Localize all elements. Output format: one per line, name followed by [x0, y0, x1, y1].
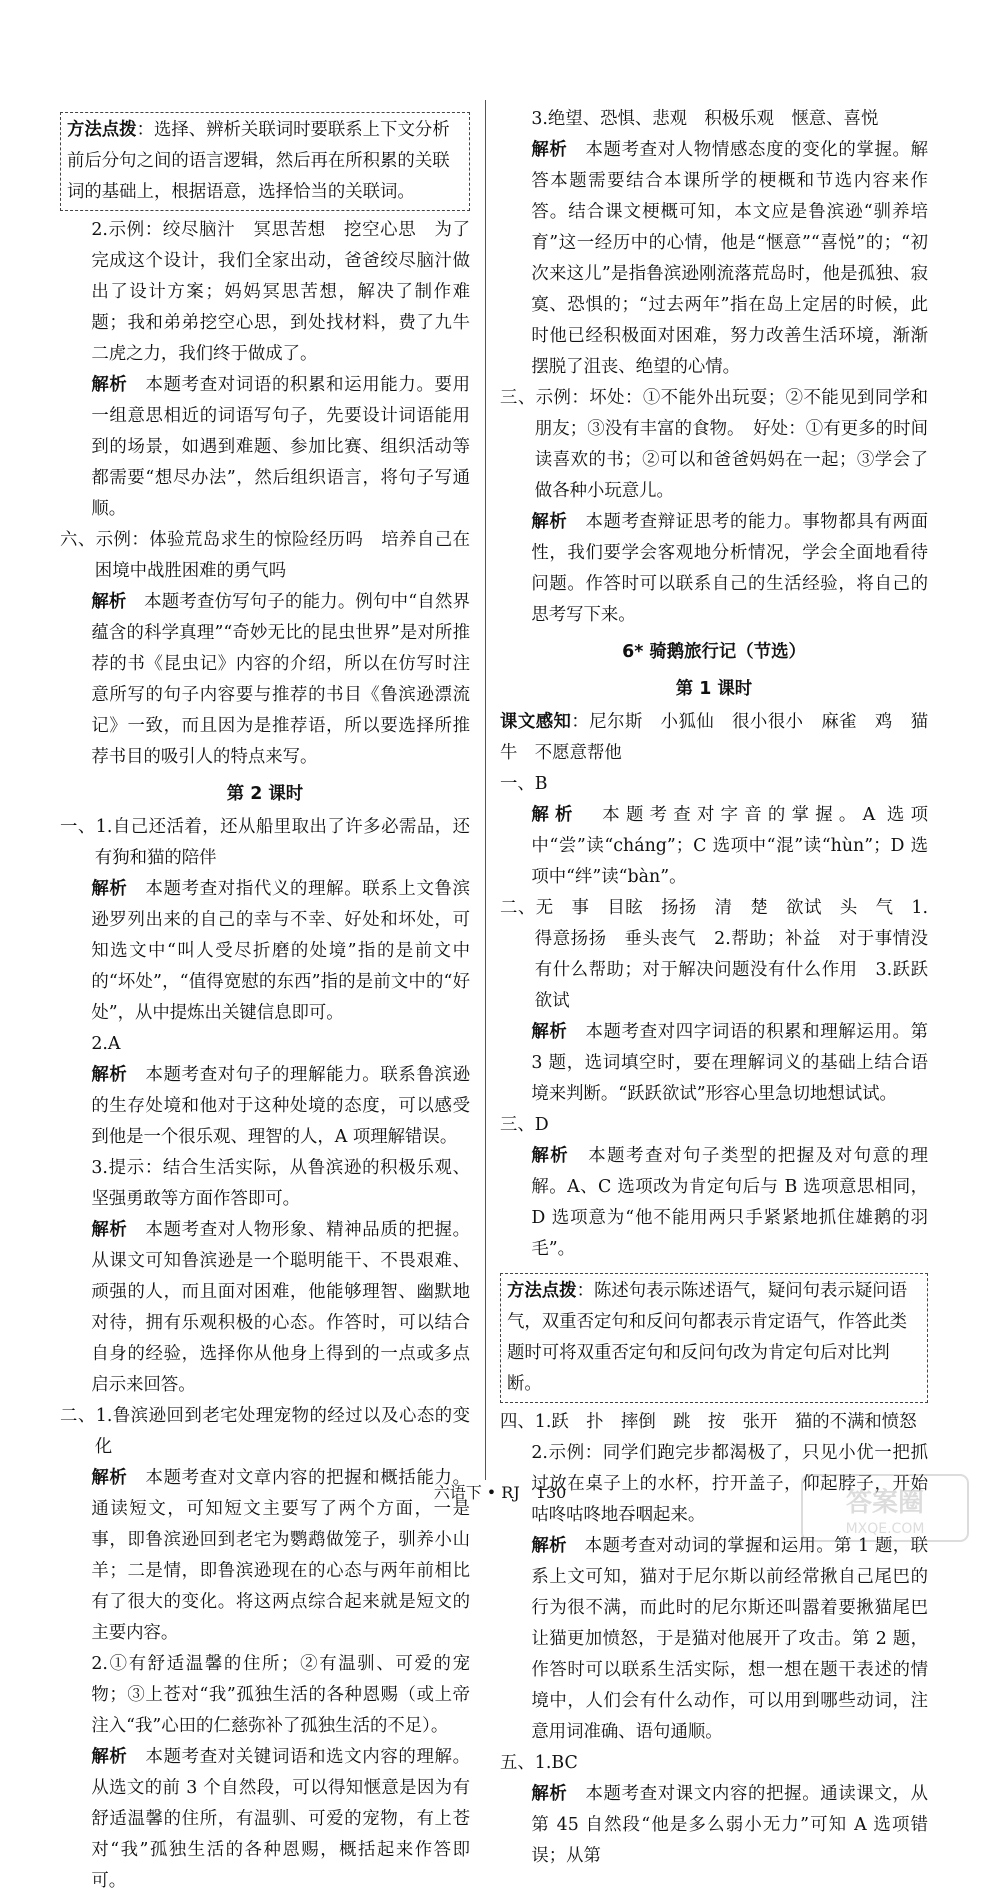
page-footer: 六语下 • RJ 130	[433, 1483, 567, 1502]
answer-text: 2.A	[91, 1034, 121, 1054]
answer-text: 3.提示：结合生活实际，从鲁滨逊的积极乐观、坚强勇敢等方面作答即可。	[91, 1158, 470, 1209]
analysis: 解析 本题考查对动词的掌握和运用。第 1 题，联系上文可知，猫对于尼尔斯以前经常揪自己尾巴的行为很不满，而此时的尼尔斯还叫嚣着要揪猫尾巴让猫更加愤怒，于是猫对他展开了攻击。第 2 题，作答时可以联系生活实际，想一想在题干表述的情境中，人们会有什么动作，可以用到哪些动词，注意用词准确、语句通顺。	[531, 1536, 928, 1742]
svg-text:MXQE.COM: MXQE.COM	[845, 1521, 925, 1537]
answer-text: 四、1.跃 扑 摔倒 跳 按 张开 猫的不满和愤怒	[500, 1412, 917, 1432]
text-perception: 课文感知：尼尔斯 小狐仙 很小很小 麻雀 鸡 猫 牛 不愿意帮他	[500, 712, 946, 763]
answer-text: 一、1.自己还活着，还从船里取出了许多必需品，还有狗和猫的陪伴	[60, 817, 470, 868]
answer-text: 二、无 事 目眩 扬扬 清 楚 欲试 头 气 1.得意扬扬 垂头丧气 2.帮助；补益 对于事情没有什么帮助；对于解决问题没有什么作用 3.跃跃欲试	[500, 898, 928, 1011]
answer-text: 五、1.BC	[500, 1753, 578, 1773]
right-column	[500, 104, 946, 1872]
lesson-heading: 第 2 课时	[226, 784, 304, 804]
answer-text: 2.示例：同学们跑完步都渴极了，只见小优一把抓过放在桌子上的水杯，拧开盖子，仰起脖子，开始咕咚咕咚地吞咽起来。	[531, 1443, 928, 1525]
analysis: 解析 本题考查对课文内容的把握。通读课文，从第 45 自然段“他是多么弱小无力”可知 A 选项错误；从第	[531, 1784, 928, 1866]
answer-text: 三、D	[500, 1115, 549, 1135]
left-column	[60, 104, 470, 1897]
answer-text: 3.绝望、恐惧、悲观 积极乐观 惬意、喜悦	[531, 109, 879, 129]
method-tip-box	[60, 112, 470, 211]
tip-label: 方法点拨	[507, 1281, 577, 1301]
section-title: 6* 骑鹅旅行记（节选）	[622, 642, 806, 662]
svg-text:答案圈: 答案圈	[845, 1488, 925, 1518]
analysis: 解析 本题考查对句子类型的把握及对句意的理解。A、C 选项改为肯定句后与 B 选项意思相同，D 选项意为“他不能用两只手紧紧地抓住雄鹅的羽毛”。	[531, 1146, 928, 1259]
lesson-heading: 第 1 课时	[675, 679, 753, 699]
answer-text: 2.示例：绞尽脑汁 冥思苦想 挖空心思 为了完成这个设计，我们全家出动，爸爸绞尽脑汁做出了设计方案；妈妈冥思苦想，解决了制作难题；我和弟弟挖空心思，到处找材料，费了九牛二虎之力，我们终于做成了。	[91, 220, 470, 364]
answer-text: 三、示例：坏处：①不能外出玩耍；②不能见到同学和朋友；③没有丰富的食物。 好处：①有更多的时间读喜欢的书；②可以和爸爸妈妈在一起；③学会了做各种小玩意儿。	[500, 388, 928, 501]
analysis: 解析 本题考查对句子的理解能力。联系鲁滨逊的生存处境和他对于这种处境的态度，可以感受到他是一个很乐观、理智的人，A 项理解错误。	[91, 1065, 470, 1147]
analysis: 解析 本题考查对词语的积累和运用能力。要用一组意思相近的词语写句子，先要设计词语能用到的场景，如遇到难题、参加比赛、组织活动等都需要“想尽办法”，然后组织语言，将句子写通顺。	[91, 375, 470, 519]
analysis: 解析 本题考查对字音的掌握。A 选项中“尝”读“cháng”；C 选项中“混”读“hùn”；D 选项中“绊”读“bàn”。	[531, 805, 928, 887]
answer-text: 一、B	[500, 774, 548, 794]
column-divider	[485, 100, 486, 1480]
tip-text: ：选择、辨析关联词时要联系上下文分析前后分句之间的语言逻辑，然后再在所积累的关联词的基础上，根据语意，选择恰当的关联词。	[67, 120, 450, 202]
analysis: 解析 本题考查对四字词语的积累和理解运用。第 3 题，选词填空时，要在理解词义的基础上结合语境来判断。“跃跃欲试”形容心里急切地想试试。	[531, 1022, 928, 1104]
tip-label: 方法点拨	[67, 120, 137, 140]
answer-text: 2.①有舒适温馨的住所；②有温驯、可爱的宠物；③上苍对“我”孤独生活的各种恩赐（或上帝注入“我”心田的仁慈弥补了孤独生活的不足）。	[91, 1654, 470, 1736]
analysis: 解析 本题考查仿写句子的能力。例句中“自然界蕴含的科学真理”“奇妙无比的昆虫世界”是对所推荐的书《昆虫记》内容的介绍，所以在仿写时注意所写的句子内容要与推荐的书目《鲁滨逊漂流记》一致，而且因为是推荐语，所以要选择所推荐书目的吸引人的特点来写。	[91, 592, 470, 767]
analysis: 解析 本题考查对人物情感态度的变化的掌握。解答本题需要结合本课所学的梗概和节选内容来作答。结合课文梗概可知，本文应是鲁滨逊“驯养培育”这一经历中的心情，他是“惬意”“喜悦”的；“初次来这儿”是指鲁滨逊刚流落荒岛时，他是孤独、寂寞、恐惧的；“过去两年”指在岛上定居的时候，此时他已经积极面对困难，努力改善生活环境，渐渐摆脱了沮丧、绝望的心情。	[531, 140, 928, 377]
analysis: 解析 本题考查对关键词语和选文内容的理解。从选文的前 3 个自然段，可以得知惬意是因为有舒适温馨的住所，有温驯、可爱的宠物，有上苍对“我”孤独生活的各种恩赐，概括起来作答即可。	[91, 1747, 470, 1891]
method-tip-box	[500, 1273, 928, 1403]
tip-text: ：陈述句表示陈述语气，疑问句表示疑问语气，双重否定句和反问句都表示肯定语气，作答此类题时可将双重否定句和反问句改为肯定句后对比判断。	[507, 1281, 908, 1394]
answer-text: 二、1.鲁滨逊回到老宅处理宠物的经过以及心态的变化	[60, 1406, 470, 1457]
analysis: 解析 本题考查辩证思考的能力。事物都具有两面性，我们要学会客观地分析情况，学会全面地看待问题。作答时可以联系自己的生活经验，将自己的思考写下来。	[531, 512, 928, 625]
analysis: 解析 本题考查对人物形象、精神品质的把握。从课文可知鲁滨逊是一个聪明能干、不畏艰难、顽强的人，而且面对困难，他能够理智、幽默地对待，拥有乐观积极的心态。作答时，可以结合自身的经验，选择你从他身上得到的一点或多点启示来回答。	[91, 1220, 470, 1395]
watermark-logo	[800, 1473, 970, 1543]
analysis: 解析 本题考查对指代义的理解。联系上文鲁滨逊罗列出来的自己的幸与不幸、好处和坏处，可知选文中“叫人受尽折磨的处境”指的是前文中的“坏处”，“值得宽慰的东西”指的是前文中的“好处”，从中提炼出关键信息即可。	[91, 879, 470, 1023]
analysis: 解析 本题考查对文章内容的把握和概括能力。通读短文，可知短文主要写了两个方面，一是事，即鲁滨逊回到老宅为鹦鹉做笼子，驯养小山羊；二是情，即鲁滨逊现在的心态与两年前相比有了很大的变化。将这两点综合起来就是短文的主要内容。	[91, 1468, 470, 1643]
answer-text: 六、示例：体验荒岛求生的惊险经历吗 培养自己在困境中战胜困难的勇气吗	[60, 530, 470, 581]
